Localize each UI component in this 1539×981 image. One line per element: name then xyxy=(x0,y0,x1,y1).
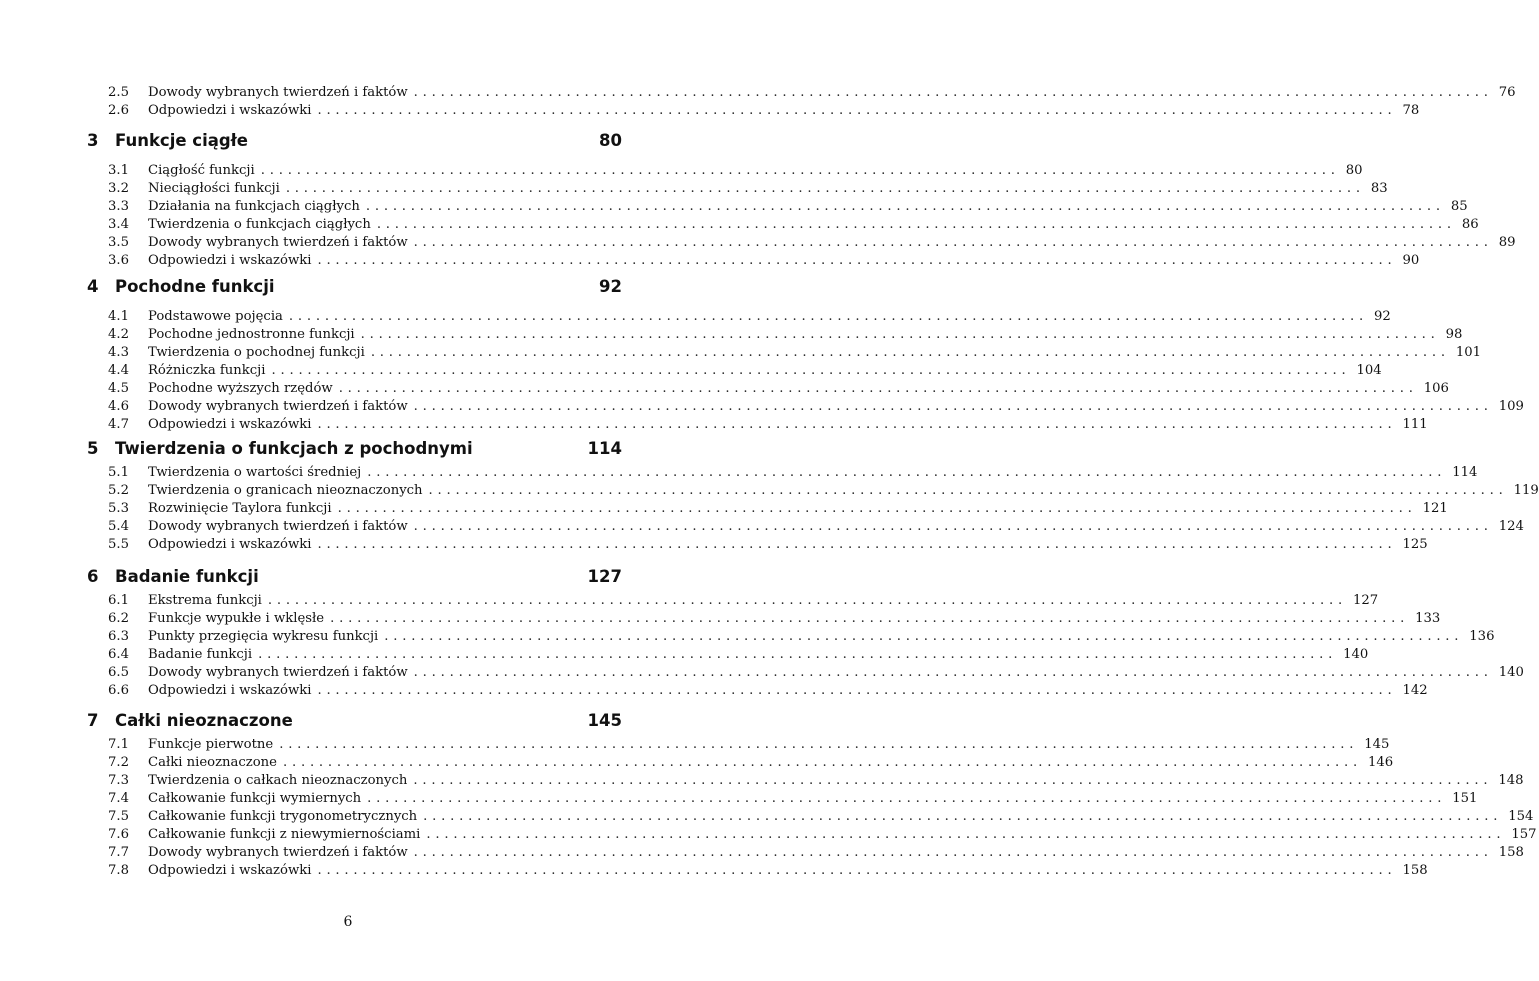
section-title: Dowody wybranych twierdzeń i faktów xyxy=(148,665,408,680)
section-page-number: 83 xyxy=(1370,181,1388,196)
section-title: Całkowanie funkcji trygonometrycznych xyxy=(148,809,418,824)
section-number: 7.1 xyxy=(108,737,129,752)
chapter-title: Pochodne funkcji xyxy=(115,277,275,296)
section-page-number: 157 xyxy=(1511,827,1537,842)
section-title: Dowody wybranych twierdzeń i faktów xyxy=(148,399,408,414)
section-number: 5.5 xyxy=(108,537,129,552)
toc-entry xyxy=(108,234,1516,252)
toc-entry xyxy=(108,362,1382,380)
toc-entry xyxy=(108,198,1468,216)
dot-leader: ........................................................................................................................ xyxy=(365,199,1445,214)
section-page-number: 148 xyxy=(1498,773,1524,788)
toc-entry xyxy=(108,380,1449,398)
toc-entry xyxy=(108,308,1391,326)
section-page-number: 142 xyxy=(1402,683,1428,698)
section-title: Funkcje pierwotne xyxy=(148,737,274,752)
section-number: 4.2 xyxy=(108,327,129,342)
toc-entry xyxy=(108,826,1537,844)
dot-leader: ........................................................................................................................ xyxy=(317,253,1397,268)
toc-entry xyxy=(108,844,1524,862)
section-number: 4.1 xyxy=(108,309,129,324)
section-title: Twierdzenia o wartości średniej xyxy=(148,465,362,480)
toc-entry xyxy=(108,592,1379,610)
section-page-number: 146 xyxy=(1368,755,1394,770)
section-number: 3.6 xyxy=(108,253,129,268)
section-number: 2.6 xyxy=(108,103,129,118)
section-number: 6.3 xyxy=(108,629,129,644)
dot-leader: ........................................................................................................................ xyxy=(413,519,1493,534)
dot-leader: ........................................................................................................................ xyxy=(384,629,1464,644)
section-number: 7.2 xyxy=(108,755,129,770)
section-page-number: 124 xyxy=(1498,519,1524,534)
section-title: Nieciągłości funkcji xyxy=(148,181,280,196)
dot-leader: ........................................................................................................................ xyxy=(288,309,1368,324)
dot-leader: ........................................................................................................................ xyxy=(413,399,1493,414)
section-page-number: 114 xyxy=(1452,465,1478,480)
toc-chapter-heading xyxy=(87,710,622,732)
chapter-title: Twierdzenia o funkcjach z pochodnymi xyxy=(115,439,473,458)
dot-leader: ........................................................................................................................ xyxy=(285,181,1365,196)
dot-leader: ........................................................................................................................ xyxy=(267,593,1347,608)
section-title: Podstawowe pojęcia xyxy=(148,309,283,324)
section-number: 4.5 xyxy=(108,381,129,396)
dot-leader: ........................................................................................................................ xyxy=(413,235,1493,250)
chapter-number: 5 xyxy=(87,439,99,458)
dot-leader: ........................................................................................................................ xyxy=(317,863,1397,878)
section-number: 5.2 xyxy=(108,483,129,498)
toc-entry xyxy=(108,754,1394,772)
toc-entry xyxy=(108,610,1441,628)
section-page-number: 85 xyxy=(1450,199,1468,214)
section-page-number: 106 xyxy=(1423,381,1449,396)
dot-leader: ........................................................................................................................ xyxy=(260,163,1340,178)
section-number: 6.2 xyxy=(108,611,129,626)
section-title: Dowody wybranych twierdzeń i faktów xyxy=(148,519,408,534)
dot-leader: ........................................................................................................................ xyxy=(413,773,1493,788)
section-page-number: 121 xyxy=(1422,501,1448,516)
section-page-number: 119 xyxy=(1513,483,1539,498)
chapter-page-number: 127 xyxy=(587,567,622,586)
section-title: Dowody wybranych twierdzeń i faktów xyxy=(148,85,408,100)
section-title: Dowody wybranych twierdzeń i faktów xyxy=(148,845,408,860)
chapter-number: 7 xyxy=(87,711,99,730)
section-page-number: 109 xyxy=(1498,399,1524,414)
section-number: 7.4 xyxy=(108,791,129,806)
section-number: 6.5 xyxy=(108,665,129,680)
toc-entry xyxy=(108,808,1534,826)
section-title: Twierdzenia o całkach nieoznaczonych xyxy=(148,773,408,788)
toc-entry xyxy=(108,736,1390,754)
section-title: Odpowiedzi i wskazówki xyxy=(148,253,312,268)
toc-entry xyxy=(108,416,1428,434)
toc-entry xyxy=(108,646,1369,664)
section-title: Twierdzenia o funkcjach ciągłych xyxy=(148,217,371,232)
dot-leader: ........................................................................................................................ xyxy=(376,217,1456,232)
toc-entry xyxy=(108,398,1524,416)
section-page-number: 158 xyxy=(1402,863,1428,878)
dot-leader: ........................................................................................................................ xyxy=(317,103,1397,118)
section-number: 3.2 xyxy=(108,181,129,196)
section-title: Dowody wybranych twierdzeń i faktów xyxy=(148,235,408,250)
section-title: Funkcje wypukłe i wklęsłe xyxy=(148,611,325,626)
chapter-page-number: 145 xyxy=(587,711,622,730)
section-number: 6.1 xyxy=(108,593,129,608)
dot-leader: ........................................................................................................................ xyxy=(428,483,1508,498)
section-title: Badanie funkcji xyxy=(148,647,253,662)
toc-chapter-heading xyxy=(87,276,622,298)
toc-entry xyxy=(108,862,1428,880)
dot-leader: ........................................................................................................................ xyxy=(413,665,1493,680)
toc-entry xyxy=(108,180,1388,198)
section-page-number: 104 xyxy=(1356,363,1382,378)
section-page-number: 86 xyxy=(1461,217,1479,232)
toc-entry xyxy=(108,772,1524,790)
section-number: 3.4 xyxy=(108,217,129,232)
section-title: Odpowiedzi i wskazówki xyxy=(148,537,312,552)
toc-entry xyxy=(108,464,1478,482)
section-number: 4.3 xyxy=(108,345,129,360)
dot-leader: ........................................................................................................................ xyxy=(338,381,1418,396)
chapter-page-number: 80 xyxy=(599,131,622,150)
dot-leader: ........................................................................................................................ xyxy=(367,791,1447,806)
dot-leader: ........................................................................................................................ xyxy=(426,827,1506,842)
toc-entry xyxy=(108,500,1448,518)
toc-entry xyxy=(108,102,1420,120)
section-number: 7.8 xyxy=(108,863,129,878)
section-title: Odpowiedzi i wskazówki xyxy=(148,863,312,878)
section-number: 3.5 xyxy=(108,235,129,250)
section-page-number: 111 xyxy=(1402,417,1428,432)
toc-chapter-heading xyxy=(87,130,622,152)
toc-entry xyxy=(108,790,1478,808)
toc-entry xyxy=(108,682,1428,700)
section-number: 6.4 xyxy=(108,647,129,662)
section-page-number: 98 xyxy=(1445,327,1463,342)
section-number: 5.3 xyxy=(108,501,129,516)
dot-leader: ........................................................................................................................ xyxy=(279,737,1359,752)
section-page-number: 151 xyxy=(1452,791,1478,806)
section-page-number: 127 xyxy=(1352,593,1379,608)
dot-leader: ........................................................................................................................ xyxy=(413,845,1493,860)
section-number: 4.6 xyxy=(108,399,129,414)
section-number: 3.1 xyxy=(108,163,129,178)
dot-leader: ........................................................................................................................ xyxy=(330,611,1410,626)
dot-leader: ........................................................................................................................ xyxy=(423,809,1503,824)
section-title: Odpowiedzi i wskazówki xyxy=(148,683,312,698)
section-page-number: 101 xyxy=(1455,345,1482,360)
toc-entry xyxy=(108,628,1495,646)
section-title: Odpowiedzi i wskazówki xyxy=(148,417,312,432)
section-title: Twierdzenia o pochodnej funkcji xyxy=(148,345,365,360)
toc-entry xyxy=(108,84,1516,102)
section-page-number: 136 xyxy=(1469,629,1495,644)
toc-entry xyxy=(108,536,1428,554)
section-title: Całki nieoznaczone xyxy=(148,755,277,770)
dot-leader: ........................................................................................................................ xyxy=(367,465,1447,480)
toc-entry xyxy=(108,344,1482,362)
section-number: 7.3 xyxy=(108,773,129,788)
section-number: 6.6 xyxy=(108,683,129,698)
chapter-number: 4 xyxy=(87,277,99,296)
section-page-number: 140 xyxy=(1343,647,1369,662)
section-number: 4.4 xyxy=(108,363,129,378)
dot-leader: ........................................................................................................................ xyxy=(258,647,1338,662)
section-title: Działania na funkcjach ciągłych xyxy=(148,199,360,214)
dot-leader: ........................................................................................................................ xyxy=(282,755,1362,770)
section-page-number: 76 xyxy=(1498,85,1516,100)
dot-leader: ........................................................................................................................ xyxy=(317,683,1397,698)
chapter-title: Badanie funkcji xyxy=(115,567,259,586)
section-title: Ekstrema funkcji xyxy=(148,593,262,608)
toc-entry xyxy=(108,326,1463,344)
section-title: Pochodne jednostronne funkcji xyxy=(148,327,355,342)
section-title: Całkowanie funkcji z niewymiernościami xyxy=(148,827,421,842)
section-page-number: 125 xyxy=(1402,537,1428,552)
section-number: 4.7 xyxy=(108,417,129,432)
section-page-number: 154 xyxy=(1508,809,1534,824)
toc-chapter-heading xyxy=(87,438,622,460)
section-page-number: 158 xyxy=(1498,845,1524,860)
chapter-title: Funkcje ciągłe xyxy=(115,131,248,150)
section-title: Pochodne wyższych rzędów xyxy=(148,381,333,396)
section-page-number: 133 xyxy=(1415,611,1441,626)
dot-leader: ........................................................................................................................ xyxy=(370,345,1450,360)
section-title: Odpowiedzi i wskazówki xyxy=(148,103,312,118)
section-number: 7.6 xyxy=(108,827,129,842)
toc-entry xyxy=(108,162,1363,180)
toc-entry xyxy=(108,482,1539,500)
section-title: Całkowanie funkcji wymiernych xyxy=(148,791,362,806)
section-page-number: 140 xyxy=(1498,665,1524,680)
section-title: Twierdzenia o granicach nieoznaczonych xyxy=(148,483,423,498)
section-number: 5.4 xyxy=(108,519,129,534)
page-number: 6 xyxy=(343,914,353,930)
section-number: 7.5 xyxy=(108,809,129,824)
section-title: Punkty przegięcia wykresu funkcji xyxy=(148,629,379,644)
toc-entry xyxy=(108,252,1420,270)
dot-leader: ........................................................................................................................ xyxy=(317,417,1397,432)
toc-chapter-heading xyxy=(87,566,622,588)
toc-entry xyxy=(108,216,1479,234)
chapter-page-number: 92 xyxy=(599,277,622,296)
dot-leader: ........................................................................................................................ xyxy=(317,537,1397,552)
section-page-number: 80 xyxy=(1345,163,1363,178)
chapter-title: Całki nieoznaczone xyxy=(115,711,293,730)
dot-leader: ........................................................................................................................ xyxy=(337,501,1417,516)
dot-leader: ........................................................................................................................ xyxy=(360,327,1440,342)
section-page-number: 92 xyxy=(1373,309,1391,324)
toc-entry xyxy=(108,518,1524,536)
section-title: Różniczka funkcji xyxy=(148,363,266,378)
section-number: 2.5 xyxy=(108,85,129,100)
dot-leader: ........................................................................................................................ xyxy=(271,363,1351,378)
section-number: 3.3 xyxy=(108,199,129,214)
section-title: Ciągłość funkcji xyxy=(148,163,255,178)
chapter-number: 6 xyxy=(87,567,99,586)
chapter-page-number: 114 xyxy=(587,439,622,458)
section-title: Rozwinięcie Taylora funkcji xyxy=(148,501,332,516)
toc-entry xyxy=(108,664,1524,682)
section-number: 5.1 xyxy=(108,465,129,480)
section-page-number: 90 xyxy=(1402,253,1420,268)
section-number: 7.7 xyxy=(108,845,129,860)
section-page-number: 89 xyxy=(1498,235,1516,250)
chapter-number: 3 xyxy=(87,131,99,150)
section-page-number: 145 xyxy=(1364,737,1390,752)
section-page-number: 78 xyxy=(1402,103,1420,118)
dot-leader: ........................................................................................................................ xyxy=(413,85,1493,100)
